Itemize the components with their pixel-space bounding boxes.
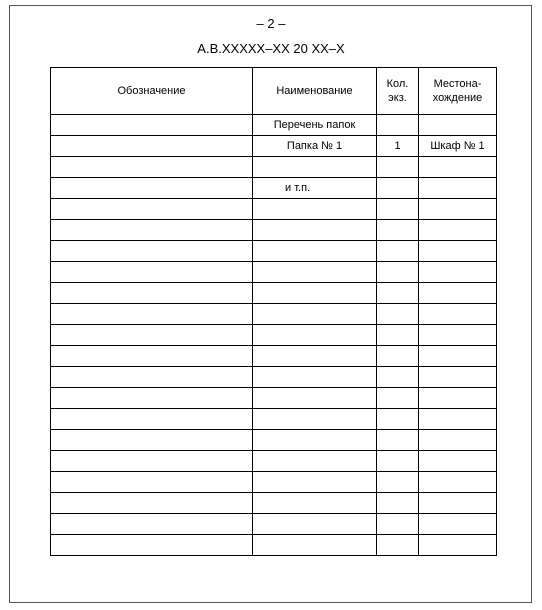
- cell-name: [253, 283, 377, 304]
- cell-name: [253, 241, 377, 262]
- table-row: [51, 136, 497, 157]
- cell-qty: [377, 430, 419, 451]
- cell-designation: [51, 136, 253, 157]
- cell-designation: [51, 493, 253, 514]
- cell-designation: [51, 304, 253, 325]
- cell-name: [253, 367, 377, 388]
- table-row: [51, 367, 497, 388]
- cell-name: [253, 409, 377, 430]
- cell-designation: [51, 409, 253, 430]
- cell-name: [253, 430, 377, 451]
- cell-location: [419, 388, 497, 409]
- table-row: [51, 514, 497, 535]
- header-designation: Обозначение: [51, 68, 253, 115]
- cell-designation: [51, 451, 253, 472]
- cell-name: [253, 262, 377, 283]
- cell-name: [253, 346, 377, 367]
- cell-qty: [377, 241, 419, 262]
- cell-location: [419, 472, 497, 493]
- cell-location: [419, 409, 497, 430]
- cell-qty: [377, 409, 419, 430]
- cell-location: [419, 157, 497, 178]
- folder-register-table: [50, 67, 497, 556]
- cell-qty: [377, 157, 419, 178]
- table-row: [51, 325, 497, 346]
- cell-location: [419, 178, 497, 199]
- cell-location: Шкаф № 1: [419, 136, 497, 157]
- cell-designation: [51, 157, 253, 178]
- cell-location: [419, 199, 497, 220]
- cell-qty: [377, 325, 419, 346]
- cell-designation: [51, 514, 253, 535]
- cell-designation: [51, 367, 253, 388]
- cell-location: [419, 430, 497, 451]
- cell-qty: [377, 346, 419, 367]
- cell-qty: [377, 199, 419, 220]
- cell-name: [253, 493, 377, 514]
- cell-qty: [377, 304, 419, 325]
- table-row: [51, 430, 497, 451]
- cell-designation: [51, 346, 253, 367]
- cell-designation: [51, 388, 253, 409]
- cell-location: [419, 367, 497, 388]
- cell-designation: [51, 115, 253, 136]
- cell-qty: [377, 514, 419, 535]
- table-row: [51, 220, 497, 241]
- cell-qty: [377, 535, 419, 556]
- cell-location: [419, 451, 497, 472]
- cell-name: [253, 514, 377, 535]
- cell-location: [419, 241, 497, 262]
- cell-designation: [51, 199, 253, 220]
- table-row: [51, 346, 497, 367]
- cell-qty: [377, 220, 419, 241]
- cell-location: [419, 493, 497, 514]
- cell-name: Папка № 1: [253, 136, 377, 157]
- cell-designation: [51, 262, 253, 283]
- cell-qty: [377, 451, 419, 472]
- cell-qty: [377, 493, 419, 514]
- cell-location: [419, 304, 497, 325]
- cell-name: [253, 535, 377, 556]
- cell-location: [419, 220, 497, 241]
- cell-location: [419, 283, 497, 304]
- table-row: [51, 388, 497, 409]
- cell-name: и т.п.: [253, 178, 377, 199]
- cell-designation: [51, 535, 253, 556]
- cell-qty: [377, 388, 419, 409]
- header-location: Местона-хождение: [419, 68, 497, 115]
- table-row: [51, 451, 497, 472]
- cell-designation: [51, 325, 253, 346]
- cell-designation: [51, 220, 253, 241]
- table-row: [51, 157, 497, 178]
- header-quantity: Кол. экз.: [377, 68, 419, 115]
- cell-designation: [51, 430, 253, 451]
- table-row: [51, 241, 497, 262]
- header-name: Наименование: [253, 68, 377, 115]
- cell-designation: [51, 283, 253, 304]
- cell-location: [419, 535, 497, 556]
- cell-location: [419, 262, 497, 283]
- cell-name: [253, 451, 377, 472]
- cell-name: [253, 220, 377, 241]
- table-row: [51, 493, 497, 514]
- cell-qty: [377, 367, 419, 388]
- table-row: [51, 409, 497, 430]
- cell-location: [419, 325, 497, 346]
- document-code: А.В.ХХХХХ–ХХ 20 ХХ–Х: [197, 41, 345, 56]
- table-row: [51, 262, 497, 283]
- table-row: [51, 472, 497, 493]
- cell-qty: [377, 178, 419, 199]
- cell-qty: [377, 283, 419, 304]
- cell-name: [253, 304, 377, 325]
- cell-location: [419, 514, 497, 535]
- cell-name: Перечень папок: [253, 115, 377, 136]
- table-header-row: [51, 68, 497, 115]
- cell-name: [253, 388, 377, 409]
- cell-name: [253, 199, 377, 220]
- cell-location: [419, 115, 497, 136]
- cell-qty: 1: [377, 136, 419, 157]
- table-row: [51, 283, 497, 304]
- cell-name: [253, 472, 377, 493]
- table-row: [51, 115, 497, 136]
- cell-qty: [377, 262, 419, 283]
- table-row: [51, 535, 497, 556]
- cell-name: [253, 157, 377, 178]
- cell-designation: [51, 241, 253, 262]
- page-number: – 2 –: [256, 16, 286, 31]
- cell-location: [419, 346, 497, 367]
- cell-name: [253, 325, 377, 346]
- table-row: [51, 199, 497, 220]
- table-row: [51, 178, 497, 199]
- table-row: [51, 304, 497, 325]
- cell-qty: [377, 472, 419, 493]
- cell-designation: [51, 472, 253, 493]
- cell-designation: [51, 178, 253, 199]
- cell-qty: [377, 115, 419, 136]
